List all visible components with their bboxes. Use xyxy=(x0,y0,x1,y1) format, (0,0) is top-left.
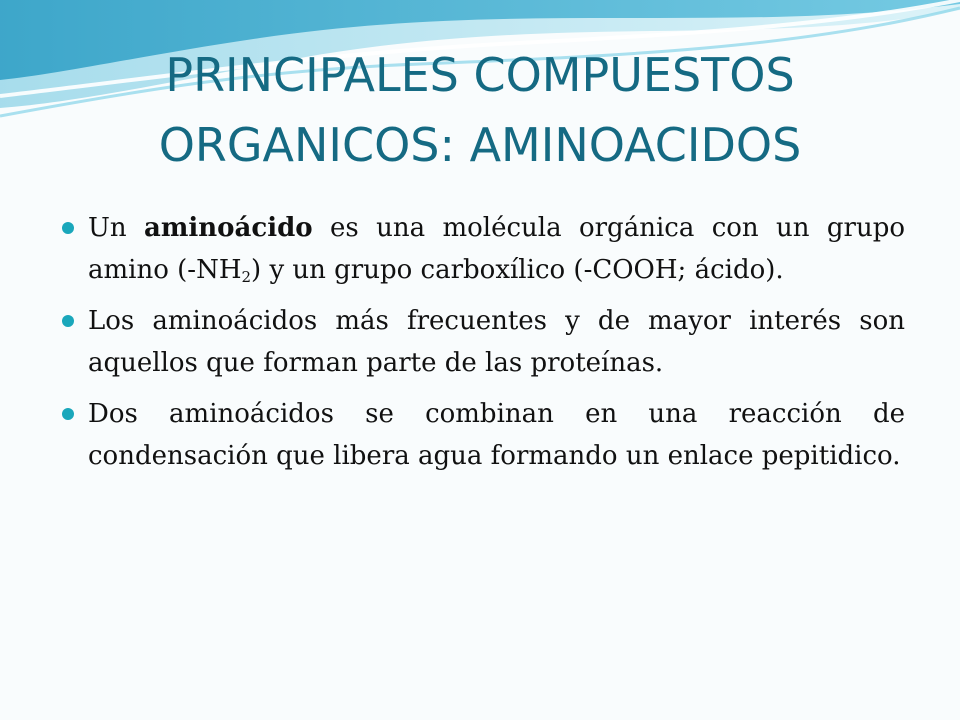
bullet-1-text-middle: es una molécula orgánica con un grupo amino (-NH xyxy=(88,213,906,285)
slide-title xyxy=(40,40,920,180)
bullet-dot xyxy=(62,315,74,327)
bullet-1-text-end: ) y un grupo carboxílico (-COOH; ácido). xyxy=(251,255,784,285)
bullet-item-2 xyxy=(60,300,905,384)
bullet-1-text-start: Un xyxy=(88,213,145,243)
bullet-item-3 xyxy=(60,393,905,477)
bullet-1-bold-term: aminoácido xyxy=(144,213,313,243)
slide-title-line-1: PRINCIPALES COMPUESTOS xyxy=(165,48,795,102)
bullet-3-text: Dos aminoácidos se combinan en una reacción de condensación que libera agua formando un enlace pepitidico. xyxy=(88,399,905,471)
bullet-2-text: Los aminoácidos más frecuentes y de mayor interés son aquellos que forman parte de las proteínas. xyxy=(88,306,905,378)
slide-title-line-2: ORGANICOS: AMINOACIDOS xyxy=(158,118,802,172)
bullet-dot xyxy=(62,222,74,234)
slide-content xyxy=(60,207,905,486)
bullet-1-subscript: 2 xyxy=(241,268,252,286)
bullet-item-1 xyxy=(60,207,905,291)
bullet-dot xyxy=(62,408,74,420)
